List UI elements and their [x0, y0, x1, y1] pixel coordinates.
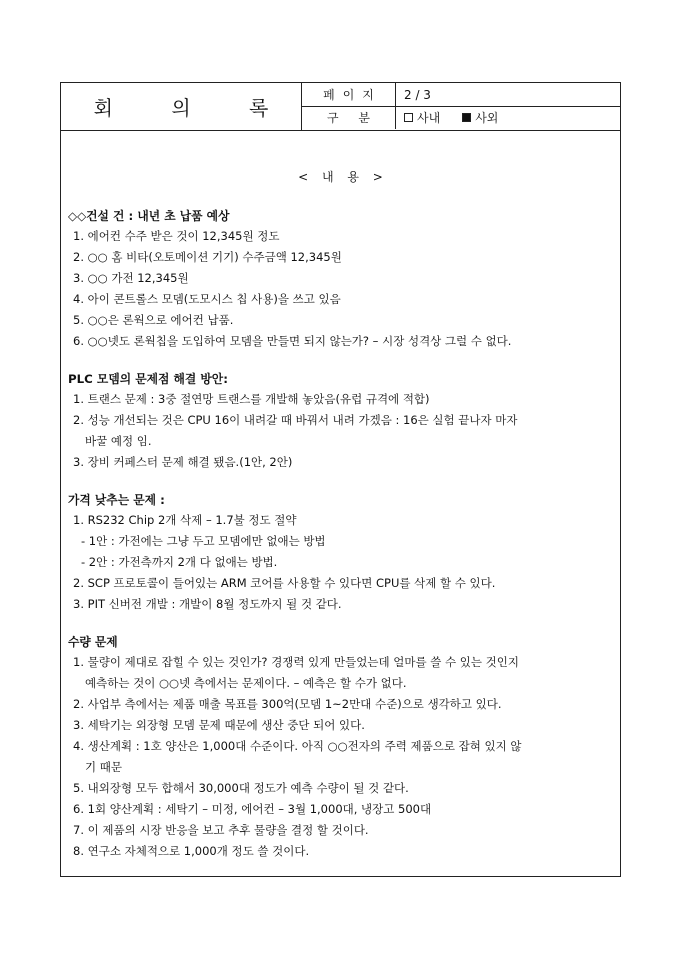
list-item: 2. ○○ 홈 비타(오토메이션 기기) 수주금액 12,345원 [73, 250, 342, 264]
list-item: 7. 이 제품의 시장 반응을 보고 추후 물량을 결정 할 것이다. [73, 823, 369, 837]
list-item: 6. 1회 양산계획 : 세탁기 – 미정, 에어컨 – 3월 1,000대, 냉장고 500대 [73, 802, 432, 816]
classification-row [302, 106, 620, 129]
option-internal[interactable] [404, 109, 440, 126]
option-external[interactable] [462, 109, 498, 126]
list-item: 5. 내외장형 모두 합해서 30,000대 정도가 예측 수량이 될 것 같다. [73, 781, 409, 795]
list-item: 2. SCP 프로토콜이 들어있는 ARM 코어를 사용할 수 있다면 CPU를 삭제 할 수 있다. [73, 576, 496, 590]
classification-options [396, 106, 620, 129]
checkbox-filled-icon[interactable] [462, 113, 471, 122]
list-item: 1. 물량이 제대로 잡힐 수 있는 것인가? 경쟁력 있게 만들었는데 얼마를 쓸 수 있는 것인지 [73, 655, 519, 669]
page-label: 페이지 [302, 83, 396, 106]
list-item: 2. 성능 개선되는 것은 CPU 16이 내려갈 때 바꿔서 내려 가겠음 : 16은 실험 끝나자 마자 [73, 413, 518, 427]
option-external-label: 사외 [475, 111, 499, 125]
list-item: 2. 사업부 측에서는 제품 매출 목표를 300억(모뎀 1~2만대 수준)으로 생각하고 있다. [73, 697, 502, 711]
classification-label: 구 분 [302, 106, 396, 129]
minutes-body [61, 130, 620, 876]
list-item: 3. 장비 커페스터 문제 해결 됐음.(1안, 2안) [73, 455, 293, 469]
section-heading: 수량 문제 [68, 635, 118, 649]
section-heading: ◇◇건설 건 : 내년 초 납품 예상 [68, 209, 230, 223]
sub-item: - 1안 : 가전에는 그냥 두고 모뎀에만 없애는 방법 [81, 534, 326, 548]
list-item: 4. 생산계획 : 1호 양산은 1,000대 수준이다. 아직 ○○전자의 주력 제품으로 잡혀 있지 않 [73, 739, 522, 753]
checkbox-empty-icon[interactable] [404, 113, 413, 122]
list-item: 5. ○○은 론웍으로 에어컨 납품. [73, 313, 234, 327]
list-item: 3. ○○ 가전 12,345원 [73, 271, 189, 285]
list-item: 1. RS232 Chip 2개 삭제 – 1.7불 정도 절약 [73, 513, 297, 527]
list-item: 8. 연구소 자체적으로 1,000개 정도 쓸 것이다. [73, 844, 310, 858]
document-header [61, 83, 620, 131]
list-item-continuation: 기 때문 [85, 760, 122, 774]
section-heading: 가격 낮추는 문제 : [68, 493, 165, 507]
list-item: 1. 트랜스 문제 : 3중 절연망 트랜스를 개발해 놓았음(유럽 규격에 적합) [73, 392, 430, 406]
sub-item: - 2안 : 가전측까지 2개 다 없애는 방법. [81, 555, 278, 569]
list-item-continuation: 바꿀 예정 임. [85, 434, 152, 448]
list-item: 1. 에어컨 수주 받은 것이 12,345원 정도 [73, 229, 280, 243]
list-item: 3. PIT 신버전 개발 : 개발이 8월 정도까지 될 것 같다. [73, 597, 342, 611]
section-heading: PLC 모뎀의 문제점 해결 방안: [68, 372, 228, 386]
header-info-grid [301, 83, 620, 130]
page-value: 2 / 3 [404, 87, 431, 102]
page-row [302, 83, 620, 107]
list-item-continuation: 예측하는 것이 ○○넷 측에서는 문제이다. – 예측은 할 수가 없다. [85, 676, 407, 690]
document-title: 회 의 록 [93, 96, 295, 120]
list-item: 6. ○○넷도 론웍칩을 도입하여 모뎀을 만들면 되지 않는가? – 시장 성격상 그럴 수 없다. [73, 334, 512, 348]
list-item: 3. 세탁기는 외장형 모뎀 문제 때문에 생산 중단 되어 있다. [73, 718, 365, 732]
content-title: < 내 용 > [298, 170, 383, 184]
list-item: 4. 아이 콘트롤스 모뎀(도모시스 칩 사용)을 쓰고 있음 [73, 292, 341, 306]
option-internal-label: 사내 [417, 111, 441, 125]
minutes-frame [60, 82, 621, 877]
